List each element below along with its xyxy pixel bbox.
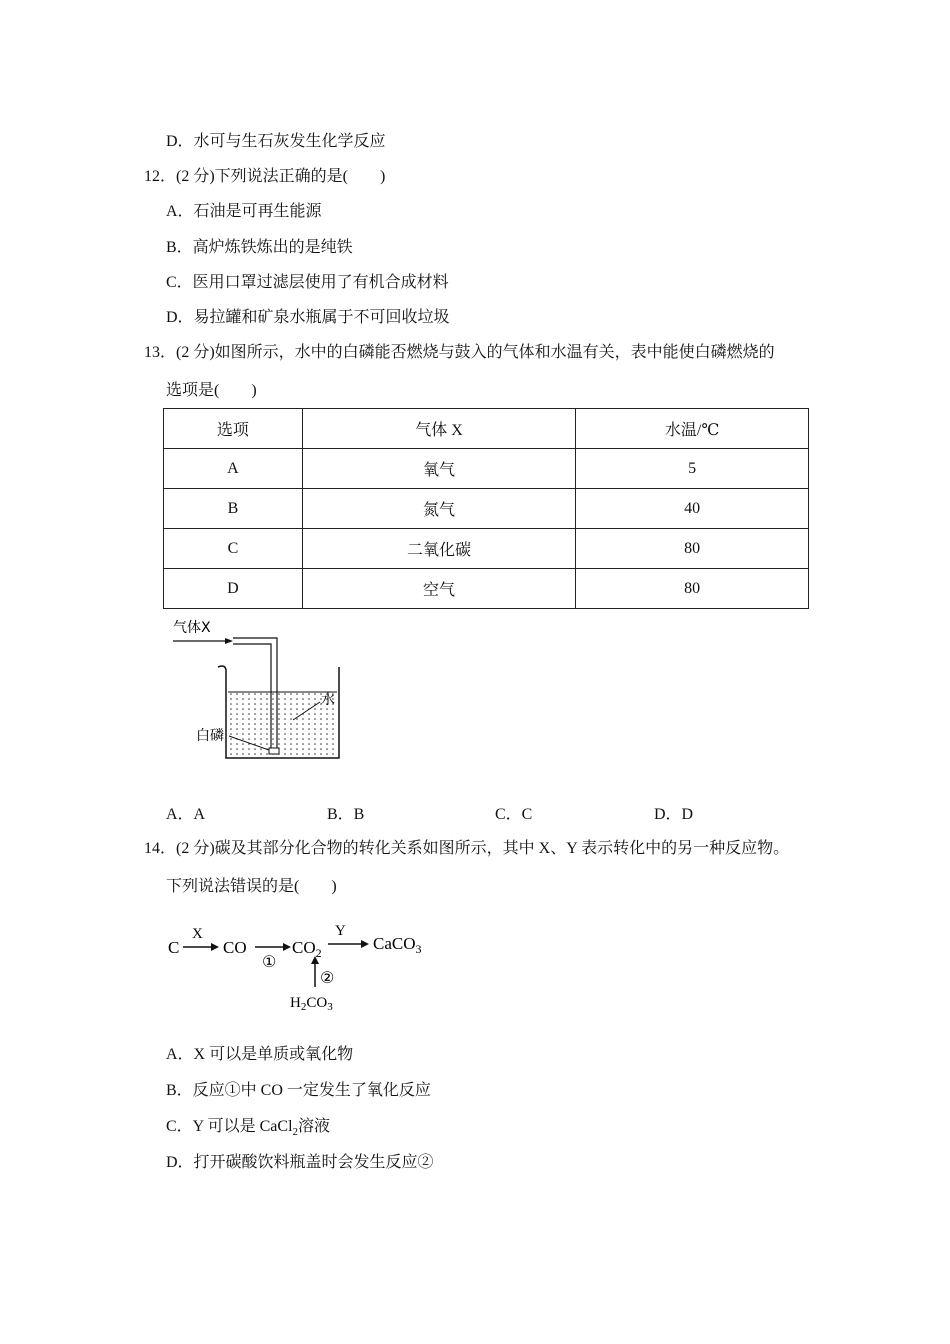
table-cell: A (164, 449, 303, 489)
table-cell: 空气 (302, 569, 575, 609)
q12-stem: 12．(2 分)下列说法正确的是( ) (144, 168, 386, 185)
table-header: 水温/℃ (576, 409, 809, 449)
q13-choice-d: D．D (654, 806, 694, 823)
q12-option-a: A．石油是可再生能源 (166, 203, 322, 220)
q13-table (163, 408, 809, 609)
carbon-conversion-diagram (163, 915, 443, 1015)
table-header: 气体 X (302, 409, 575, 449)
q14-option-a: A．X 可以是单质或氧化物 (166, 1046, 354, 1063)
gas-arrowhead (225, 638, 233, 644)
q13-choice-a: A．A (166, 806, 206, 823)
table-cell: 氮气 (302, 489, 575, 529)
q14-option-c: C．Y 可以是 CaCl$_2$溶液 (166, 1118, 331, 1139)
q11-option-d: D．水可与生石灰发生化学反应 (166, 133, 386, 150)
arrowhead (211, 943, 219, 951)
diagram-h2co3: $H_2CO_3$ (290, 995, 333, 1013)
q14-option-d: D．打开碳酸饮料瓶盖时会发生反应② (166, 1154, 434, 1171)
diagram-circle-1: ① (262, 954, 277, 971)
q13-choice-b: B．B (327, 806, 365, 823)
diagram-x-label: X (192, 926, 203, 942)
table-row (164, 529, 809, 569)
gas-x-label: 气体X (173, 620, 211, 636)
diagram-co2: $CO_2$ (292, 938, 322, 960)
q12-option-b: B．高炉炼铁炼出的是纯铁 (166, 239, 353, 256)
table-cell: 80 (576, 569, 809, 609)
phosphorus-label: 白磷 (196, 728, 224, 744)
diagram-circle-2: ② (320, 970, 335, 987)
water-label: 水 (321, 692, 335, 708)
table-cell: 80 (576, 529, 809, 569)
arrowhead (283, 943, 291, 951)
table-row (164, 489, 809, 529)
table-row (164, 569, 809, 609)
q13-stem-line2: 选项是( ) (166, 382, 257, 399)
beaker-figure (163, 612, 353, 772)
table-header-row (164, 409, 809, 449)
table-cell: D (164, 569, 303, 609)
table-cell: 氧气 (302, 449, 575, 489)
diagram-caco3: CaCO$_3$ (373, 934, 422, 956)
table-cell: 40 (576, 489, 809, 529)
table-cell: B (164, 489, 303, 529)
diagram-c: C (168, 938, 180, 957)
q12-option-d: D．易拉罐和矿泉水瓶属于不可回收垃圾 (166, 309, 450, 326)
diagram-y-label: Y (335, 923, 346, 939)
diagram-co: CO (223, 938, 247, 957)
q12-option-c: C．医用口罩过滤层使用了有机合成材料 (166, 274, 449, 291)
q13-choice-c: C．C (495, 806, 533, 823)
table-header: 选项 (164, 409, 303, 449)
table-cell: 二氧化碳 (302, 529, 575, 569)
white-phosphorus (269, 748, 279, 754)
table-row (164, 449, 809, 489)
q14-stem-line2: 下列说法错误的是( ) (166, 878, 337, 895)
q13-stem-line1: 13．(2 分)如图所示，水中的白磷能否燃烧与鼓入的气体和水温有关，表中能使白磷燃烧的 (144, 344, 775, 361)
table-cell: 5 (576, 449, 809, 489)
q14-stem-line1: 14．(2 分)碳及其部分化合物的转化关系如图所示，其中 X、Y 表示转化中的另一种反应物。 (144, 840, 790, 857)
q14-option-b: B．反应①中 CO 一定发生了氧化反应 (166, 1082, 431, 1099)
table-cell: C (164, 529, 303, 569)
arrowhead (361, 940, 369, 948)
